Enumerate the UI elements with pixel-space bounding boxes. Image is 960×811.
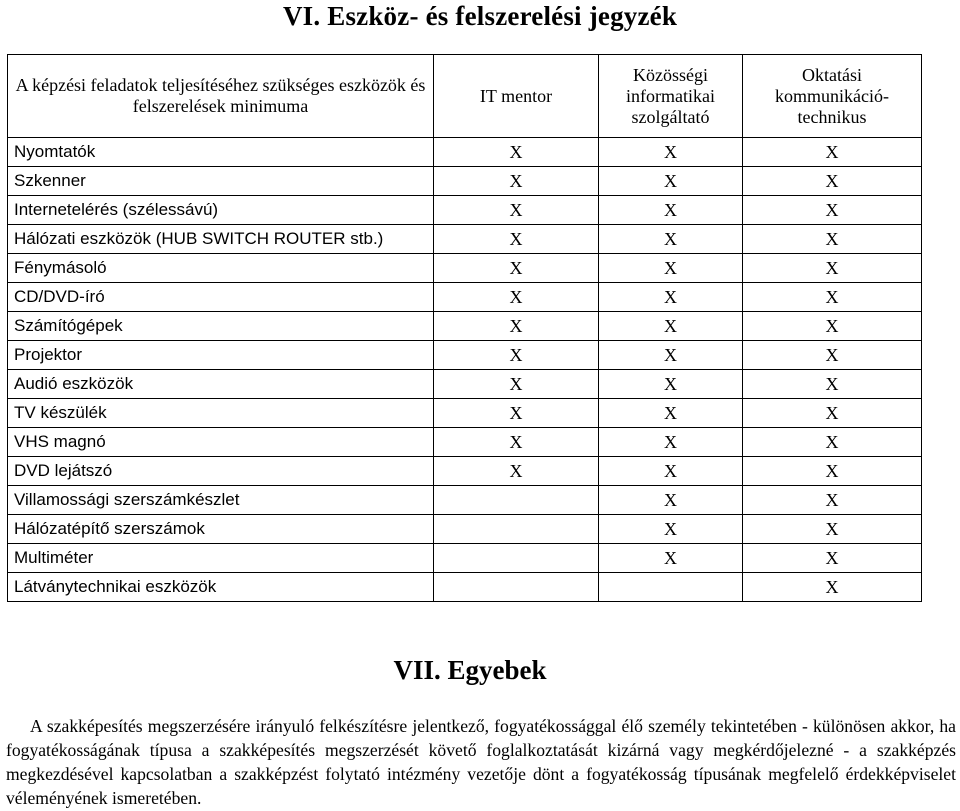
it-mentor-mark-cell: X <box>434 167 599 196</box>
community-it-provider-mark-cell: X <box>599 225 743 254</box>
it-mentor-mark-cell: X <box>434 225 599 254</box>
table-body <box>8 138 922 602</box>
education-technician-mark-cell: X <box>743 196 922 225</box>
table-row <box>8 138 922 167</box>
equipment-name-cell: Számítógépek <box>8 312 434 341</box>
education-technician-mark-cell: X <box>743 515 922 544</box>
education-technician-mark-cell: X <box>743 283 922 312</box>
equipment-name-cell: Látványtechnikai eszközök <box>8 573 434 602</box>
equipment-name-cell: Szkenner <box>8 167 434 196</box>
table-row <box>8 399 922 428</box>
community-it-provider-mark-cell: X <box>599 254 743 283</box>
it-mentor-mark-cell: X <box>434 196 599 225</box>
table-row <box>8 544 922 573</box>
header-education-communication-technician: Oktatási kommunikáció-technikus <box>743 55 922 138</box>
it-mentor-mark-cell <box>434 573 599 602</box>
education-technician-mark-cell: X <box>743 486 922 515</box>
equipment-name-cell: Fénymásoló <box>8 254 434 283</box>
table-row <box>8 167 922 196</box>
equipment-name-cell: DVD lejátszó <box>8 457 434 486</box>
equipment-name-cell: TV készülék <box>8 399 434 428</box>
community-it-provider-mark-cell <box>599 573 743 602</box>
community-it-provider-mark-cell: X <box>599 399 743 428</box>
it-mentor-mark-cell: X <box>434 399 599 428</box>
page-title: VI. Eszköz- és felszerelési jegyzék <box>282 1 678 31</box>
education-technician-mark-cell: X <box>743 312 922 341</box>
body-paragraph: A szakképesítés megszerzésére irányuló felkészítésre jelentkező, fogyatékossággal élő személy tekintetében - különösen akkor, ha fogyatékosságának típusa a szakképesítés megszerzését követő foglalkoztatását kizárná vagy megkérdőjelezné - a szakképzés megkezdésével kapcsolatban a szakképzést folytató intézmény vezetője dönt a fogyatékosság típusának megfelelő érdekképviselet véleményének ismeretében. <box>6 716 956 808</box>
education-technician-mark-cell: X <box>743 370 922 399</box>
table-header-row <box>8 55 922 138</box>
equipment-name-cell: Audió eszközök <box>8 370 434 399</box>
it-mentor-mark-cell: X <box>434 370 599 399</box>
community-it-provider-mark-cell: X <box>599 370 743 399</box>
education-technician-mark-cell: X <box>743 428 922 457</box>
it-mentor-mark-cell <box>434 515 599 544</box>
table-row <box>8 312 922 341</box>
community-it-provider-mark-cell: X <box>599 544 743 573</box>
table-row <box>8 341 922 370</box>
header-community-it-provider: Közösségi informatikai szolgáltató <box>599 55 743 138</box>
education-technician-mark-cell: X <box>743 254 922 283</box>
table-row <box>8 370 922 399</box>
header-equipment-minimum: A képzési feladatok teljesítéséhez szükséges eszközök és felszerelések minimuma <box>8 55 434 138</box>
it-mentor-mark-cell: X <box>434 283 599 312</box>
education-technician-mark-cell: X <box>743 573 922 602</box>
education-technician-mark-cell: X <box>743 167 922 196</box>
header-it-mentor: IT mentor <box>434 55 599 138</box>
equipment-name-cell: Nyomtatók <box>8 138 434 167</box>
table-row <box>8 573 922 602</box>
table-row <box>8 457 922 486</box>
it-mentor-mark-cell: X <box>434 254 599 283</box>
community-it-provider-mark-cell: X <box>599 138 743 167</box>
education-technician-mark-cell: X <box>743 544 922 573</box>
education-technician-mark-cell: X <box>743 457 922 486</box>
community-it-provider-mark-cell: X <box>599 341 743 370</box>
community-it-provider-mark-cell: X <box>599 457 743 486</box>
table-row <box>8 225 922 254</box>
table-row <box>8 283 922 312</box>
table-row <box>8 515 922 544</box>
table-row <box>8 196 922 225</box>
equipment-name-cell: Internetelérés (szélessávú) <box>8 196 434 225</box>
it-mentor-mark-cell <box>434 544 599 573</box>
community-it-provider-mark-cell: X <box>599 196 743 225</box>
equipment-name-cell: Villamossági szerszámkészlet <box>8 486 434 515</box>
equipment-name-cell: CD/DVD-író <box>8 283 434 312</box>
community-it-provider-mark-cell: X <box>599 515 743 544</box>
it-mentor-mark-cell: X <box>434 428 599 457</box>
community-it-provider-mark-cell: X <box>599 283 743 312</box>
equipment-name-cell: VHS magnó <box>8 428 434 457</box>
equipment-name-cell: Projektor <box>8 341 434 370</box>
education-technician-mark-cell: X <box>743 225 922 254</box>
table-row <box>8 428 922 457</box>
it-mentor-mark-cell: X <box>434 457 599 486</box>
community-it-provider-mark-cell: X <box>599 486 743 515</box>
table-row <box>8 254 922 283</box>
it-mentor-mark-cell <box>434 486 599 515</box>
table-row <box>8 486 922 515</box>
it-mentor-mark-cell: X <box>434 312 599 341</box>
it-mentor-mark-cell: X <box>434 138 599 167</box>
education-technician-mark-cell: X <box>743 341 922 370</box>
education-technician-mark-cell: X <box>743 138 922 167</box>
section-title-text: VII. Egyebek <box>393 655 547 685</box>
it-mentor-mark-cell: X <box>434 341 599 370</box>
section-title <box>0 654 960 686</box>
equipment-table <box>7 54 922 602</box>
community-it-provider-mark-cell: X <box>599 428 743 457</box>
equipment-name-cell: Hálózati eszközök (HUB SWITCH ROUTER stb.) <box>8 225 434 254</box>
equipment-name-cell: Multiméter <box>8 544 434 573</box>
community-it-provider-mark-cell: X <box>599 167 743 196</box>
community-it-provider-mark-cell: X <box>599 312 743 341</box>
education-technician-mark-cell: X <box>743 399 922 428</box>
equipment-name-cell: Hálózatépítő szerszámok <box>8 515 434 544</box>
